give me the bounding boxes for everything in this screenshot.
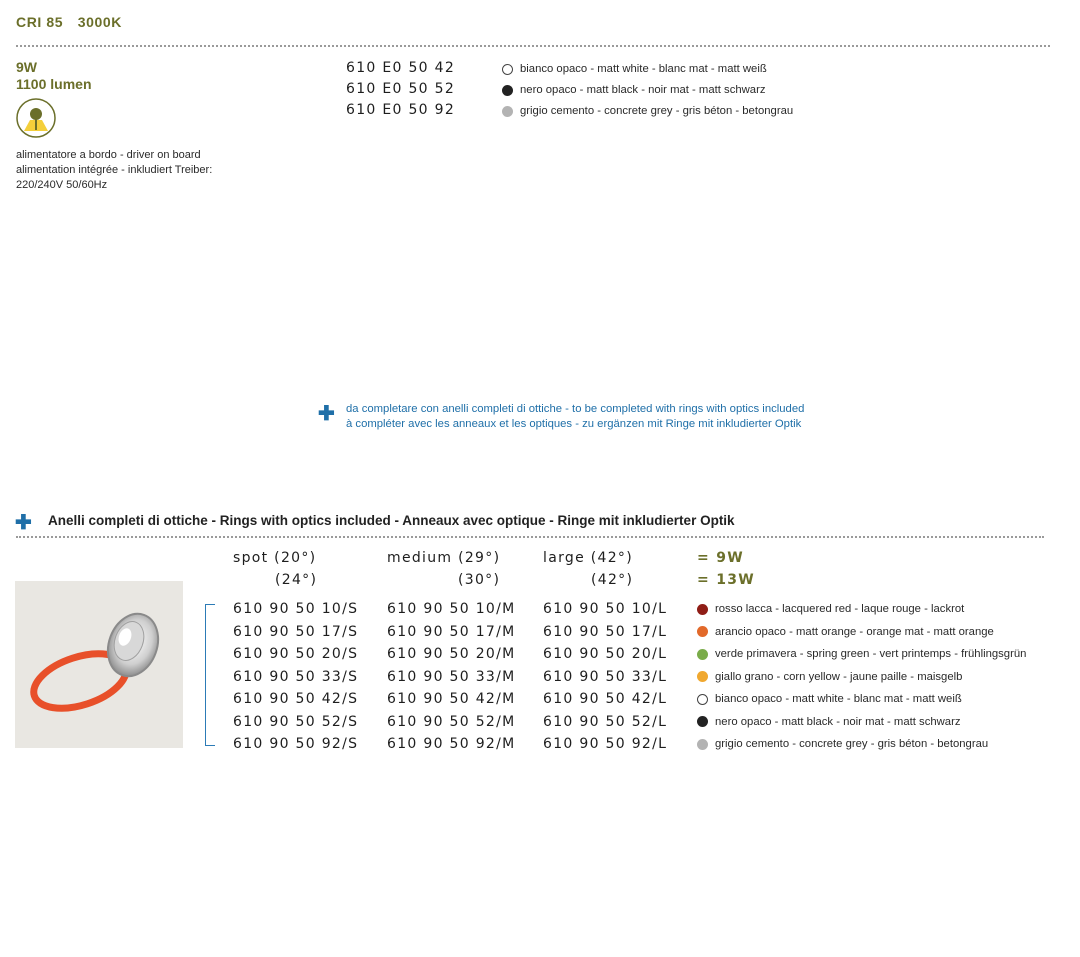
power-13w: = 13W [697, 572, 756, 588]
ring-finish-item [697, 621, 1026, 644]
ring-finish-item [697, 598, 1026, 621]
spot-code: 610 90 50 20/S [233, 646, 359, 662]
rings-section-title: Anelli completi di ottiche - Rings with optics included - Anneaux avec optique - Ringe mit inkludierter Optik [48, 513, 735, 528]
power-rating: 9W [16, 59, 37, 75]
spot-code-column [233, 598, 358, 756]
optic-medium-header [387, 547, 500, 591]
driver-line: 220/240V 50/60Hz [16, 179, 108, 191]
medium-code: 610 90 50 17/M [387, 623, 516, 640]
cri-value: CRI 85 [16, 14, 64, 30]
grey-swatch-icon [502, 106, 513, 117]
code-group-bracket [205, 604, 215, 746]
finish-label: bianco opaco - matt white - blanc mat - matt weiß [520, 63, 767, 75]
large-code: 610 90 50 17/L [543, 623, 668, 640]
product-code: 610 E0 50 92 [346, 102, 456, 118]
finish-label: grigio cemento - concrete grey - gris béton - betongrau [715, 738, 989, 750]
large-code: 610 90 50 92/L [543, 736, 668, 752]
ring-finish-item [697, 643, 1026, 666]
orange-swatch-icon [697, 626, 708, 637]
grey-swatch-icon [697, 739, 708, 750]
product-code-list [346, 58, 455, 121]
red-swatch-icon [697, 604, 708, 615]
ring-finish-item [697, 666, 1026, 689]
product-photo [15, 581, 183, 748]
spot-code: 610 90 50 42/S [233, 691, 359, 707]
power-9w: = 9W [697, 550, 744, 566]
large-code: 610 90 50 33/L [543, 668, 668, 685]
optic-large-header [543, 547, 633, 591]
black-swatch-icon [502, 85, 513, 96]
large-code: 610 90 50 10/L [543, 601, 668, 617]
spot-code: 610 90 50 10/S [233, 601, 359, 617]
finish-label: giallo grano - corn yellow - jaune paille - maisgelb [715, 670, 963, 683]
finish-item [502, 59, 793, 80]
green-swatch-icon [697, 649, 708, 660]
finish-label: arancio opaco - matt orange - orange mat - matt orange [715, 625, 994, 638]
spot-code: 610 90 50 17/S [233, 623, 359, 640]
driver-line: alimentatore a bordo - driver on board [16, 149, 201, 161]
optic-spot-header [233, 547, 317, 591]
large-code: 610 90 50 42/L [543, 691, 668, 707]
optic-name: large (42°) [543, 550, 633, 566]
medium-code: 610 90 50 10/M [387, 601, 516, 617]
finish-label: nero opaco - matt black - noir mat - matt schwarz [715, 715, 961, 728]
product-header [16, 14, 132, 30]
color-temperature: 3000K [77, 14, 122, 30]
light-source-icon [16, 98, 56, 138]
lumen-output: 1100 lumen [16, 76, 92, 92]
white-swatch-icon [502, 64, 513, 75]
white-swatch-icon [697, 694, 708, 705]
driver-info [16, 148, 212, 193]
ring-finish-item [697, 733, 1026, 756]
note-line: à compléter avec les anneaux et les optiques - zu ergänzen mit Ringe mit inkludierter Optik [346, 418, 802, 430]
ring-finish-item [697, 688, 1026, 711]
product-code: 610 E0 50 42 [346, 60, 456, 76]
medium-code: 610 90 50 20/M [387, 646, 516, 662]
ring-finish-list [697, 598, 1026, 756]
spot-code: 610 90 50 33/S [233, 668, 359, 685]
black-swatch-icon [697, 716, 708, 727]
spot-code: 610 90 50 92/S [233, 736, 359, 752]
finish-label: rosso lacca - lacquered red - laque rouge - lackrot [715, 603, 965, 615]
optic-alt-angle: (30°) [458, 572, 501, 588]
finish-label: grigio cemento - concrete grey - gris béton - betongrau [520, 105, 794, 117]
medium-code: 610 90 50 52/M [387, 713, 516, 730]
finish-label: bianco opaco - matt white - blanc mat - matt weiß [715, 693, 962, 705]
driver-line: alimentation intégrée - inkludiert Treiber: [16, 164, 213, 176]
power-legend [697, 547, 755, 591]
finish-item [502, 80, 793, 101]
optic-name: spot (20°) [233, 550, 317, 566]
large-code: 610 90 50 52/L [543, 713, 668, 730]
section-plus-icon: ✚ [15, 512, 32, 534]
product-code: 610 E0 50 52 [346, 81, 456, 97]
ring-finish-item [697, 711, 1026, 734]
section-divider [16, 536, 1044, 538]
note-line: da completare con anelli completi di ottiche - to be completed with rings with optics included [346, 403, 805, 415]
finish-label: nero opaco - matt black - noir mat - matt schwarz [520, 84, 766, 96]
optic-alt-angle: (42°) [591, 572, 634, 588]
header-divider [16, 45, 1050, 47]
large-code: 610 90 50 20/L [543, 646, 668, 662]
large-code-column [543, 598, 667, 756]
yellow-swatch-icon [697, 671, 708, 682]
finish-label: verde primavera - spring green - vert printemps - frühlingsgrün [715, 648, 1027, 660]
medium-code: 610 90 50 92/M [387, 736, 516, 752]
finish-list [502, 59, 793, 122]
completion-note [346, 402, 804, 432]
spot-code: 610 90 50 52/S [233, 713, 359, 730]
optic-alt-angle: (24°) [275, 572, 318, 588]
medium-code-column [387, 598, 516, 756]
medium-code: 610 90 50 42/M [387, 691, 516, 707]
ring-and-optic-image [15, 581, 183, 748]
plus-icon: ✚ [318, 403, 335, 425]
spec-block [16, 59, 92, 93]
medium-code: 610 90 50 33/M [387, 668, 516, 685]
finish-item [502, 101, 793, 122]
optic-name: medium (29°) [387, 550, 501, 566]
